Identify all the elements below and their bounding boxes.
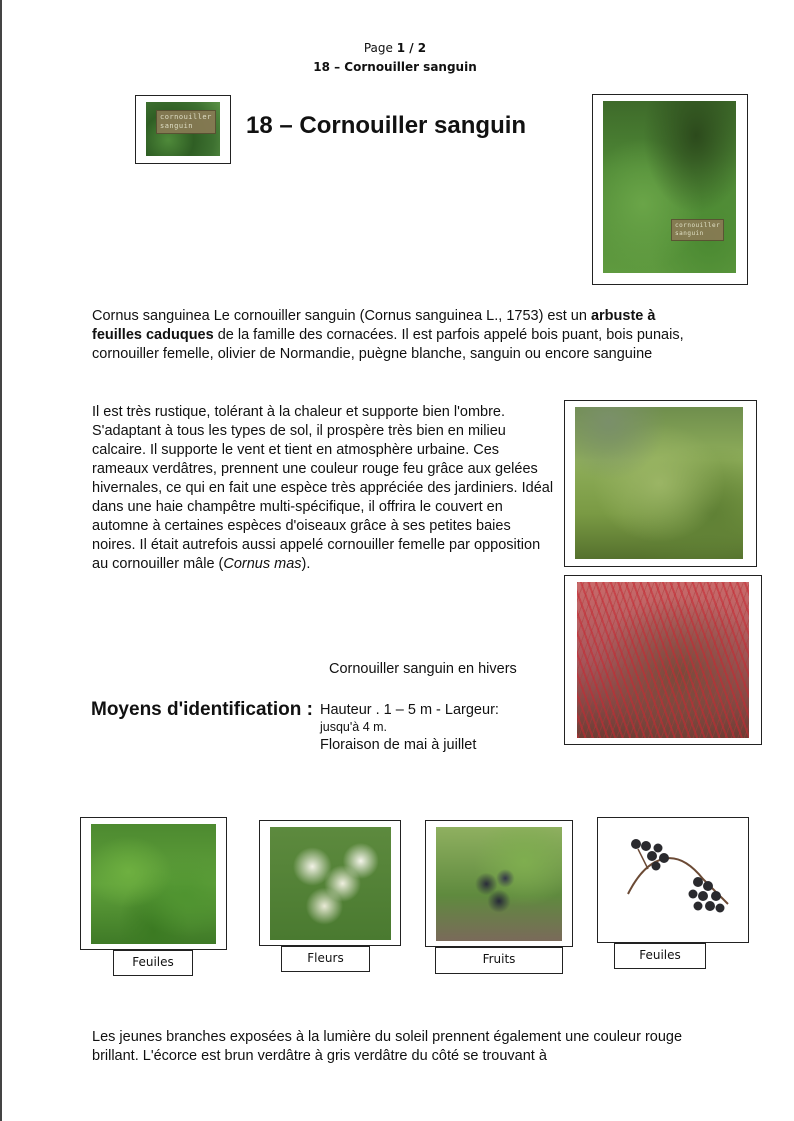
description-italic: Cornus mas xyxy=(223,556,302,572)
page-title: 18 – Cornouiller sanguin xyxy=(246,112,527,139)
thumb-label-3: Fruits xyxy=(435,947,563,974)
page-number: Page 1 / 2 xyxy=(363,41,427,55)
description-paragraph xyxy=(92,403,558,574)
identification-flowering: Floraison de mai à juillet xyxy=(320,737,477,753)
hedge-summer-photo xyxy=(564,400,757,567)
sign-photo-image xyxy=(146,102,220,156)
thumb-label-4: Feuiles xyxy=(614,943,706,969)
thumb-flowers-image xyxy=(270,827,391,940)
thumb-label-2: Fleurs xyxy=(281,946,370,972)
intro-text: Cornus sanguinea Le cornouiller sanguin (Cornus sanguinea L., 1753) est un xyxy=(92,308,591,324)
footer-paragraph: Les jeunes branches exposées à la lumière du soleil prennent également une couleur rouge brillant. L'écorce est brun verdâtre à gris verdâtre du côté se trouvant à xyxy=(92,1029,683,1064)
page-left-edge xyxy=(0,0,2,1121)
thumb-berries-image xyxy=(608,824,738,936)
sign-line-2: sanguin xyxy=(160,122,194,130)
shrub-sign-plate xyxy=(671,219,724,241)
page-subtitle: 18 – Cornouiller sanguin xyxy=(313,60,477,74)
thumb-flowers-photo xyxy=(259,820,401,946)
hedge-winter-photo xyxy=(564,575,762,745)
intro-paragraph xyxy=(92,307,692,364)
shrub-photo xyxy=(592,94,748,285)
thumb-fruits-photo xyxy=(425,820,573,947)
thumb-leaves-photo xyxy=(80,817,227,950)
sign-photo xyxy=(135,95,231,164)
hedge-summer-image xyxy=(575,407,743,559)
winter-caption: Cornouiller sanguin en hivers xyxy=(329,661,517,677)
shrub-sign-line-1: cornouiller xyxy=(675,222,721,229)
thumb-label-1: Feuiles xyxy=(113,950,193,976)
identification-width: jusqu'à 4 m. xyxy=(320,720,388,734)
thumb-berries-photo xyxy=(597,817,749,943)
intro-bold: arbuste à feuilles caduques xyxy=(92,308,656,343)
description-end: ). xyxy=(301,556,311,572)
sign-plate xyxy=(156,110,216,134)
shrub-photo-image xyxy=(603,101,736,273)
hedge-winter-image xyxy=(577,582,749,738)
shrub-sign-line-2: sanguin xyxy=(675,230,704,237)
thumb-fruits-image xyxy=(436,827,562,941)
description-text: Il est très rustique, tolérant à la chaleur et supporte bien l'ombre. S'adaptant à tous les types de sol, il prospère très bien en milieu calcaire. Il supporte le vent et tient en atmosphère urbaine. Ces rameaux verdâtres, prennent une couleur rouge feu grâce aux gelées hivernales, ce qui en fait une espèce très appréciée des jardiniers. Idéal dans une haie champêtre multi-spécifique, il offrira le couvert en automne à certaines espèces d'oiseaux grâce à ses petites baies noires. Il était autrefois aussi appelé cornouiller femelle par opposition au cornouiller mâle ( xyxy=(92,404,554,572)
identification-height: Hauteur . 1 – 5 m - Largeur: xyxy=(320,702,499,718)
intro-text-end: de la famille des cornacées. Il est parfois appelé bois puant, bois punais, cornouiller femelle, olivier de Normandie, puègne blanche, sanguin ou encore sanguine xyxy=(92,327,684,362)
thumb-leaves-image xyxy=(91,824,216,944)
identification-label: Moyens d'identification : xyxy=(91,699,313,720)
sign-line-1: cornouiller xyxy=(160,113,212,121)
